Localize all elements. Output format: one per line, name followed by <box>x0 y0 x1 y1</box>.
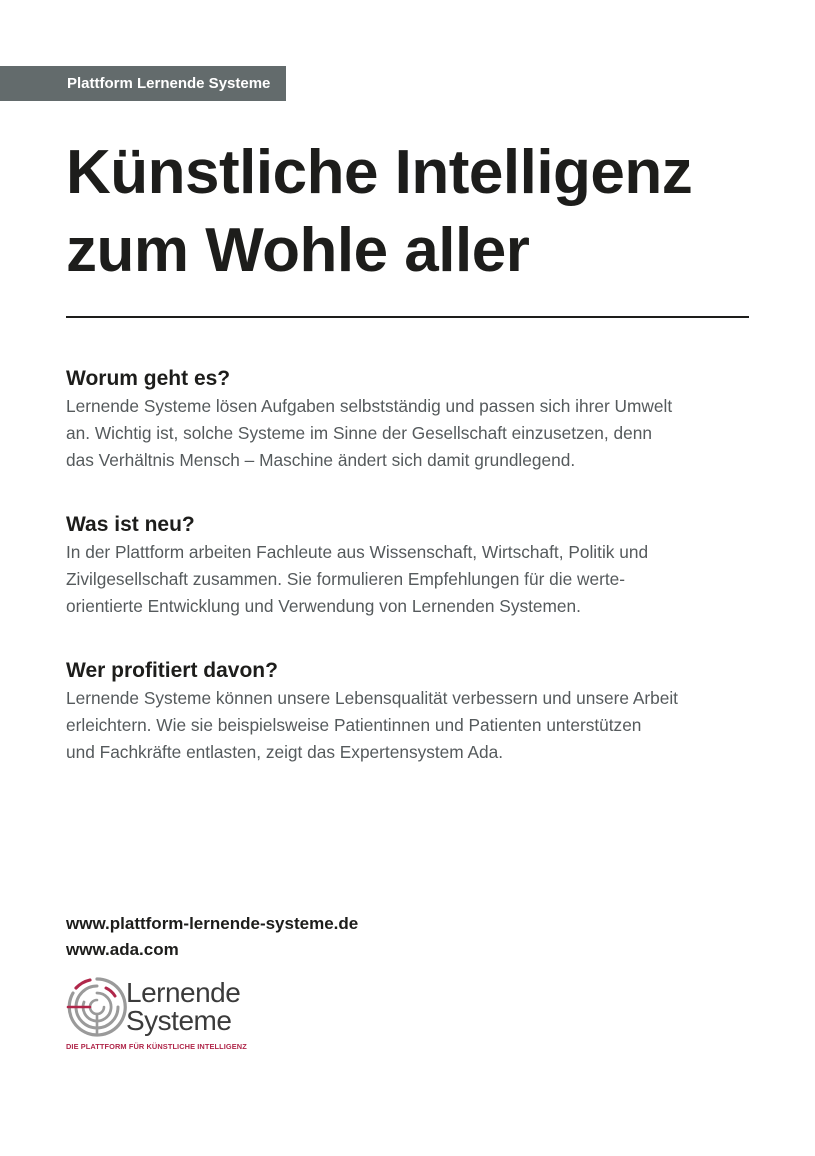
body-line: Lernende Systeme können unsere Lebensqualität verbessern und unsere Arbeit <box>66 688 678 708</box>
section-was-ist-neu <box>66 511 756 620</box>
page-title <box>66 134 692 290</box>
section-body <box>66 393 756 474</box>
logo-tagline: DIE PLATTFORM FÜR KÜNSTLICHE INTELLIGENZ <box>66 1042 247 1051</box>
maze-circle-icon <box>66 976 128 1038</box>
section-worum-geht-es <box>66 365 756 474</box>
body-line: das Verhältnis Mensch – Maschine ändert sich damit grundlegend. <box>66 450 576 470</box>
body-line: und Fachkräfte entlasten, zeigt das Expertensystem Ada. <box>66 742 504 762</box>
body-line: Lernende Systeme lösen Aufgaben selbstständig und passen sich ihrer Umwelt <box>66 396 673 416</box>
body-line: an. Wichtig ist, solche Systeme im Sinne der Gesellschaft einzusetzen, denn <box>66 423 652 443</box>
body-line: erleichtern. Wie sie beispielsweise Patientinnen und Patienten unterstützen <box>66 715 642 735</box>
logo-word-lernende: Lernende <box>126 977 241 1008</box>
section-body <box>66 539 756 620</box>
section-heading: Was ist neu? <box>66 513 195 536</box>
body-line: In der Plattform arbeiten Fachleute aus Wissenschaft, Wirtschaft, Politik und <box>66 542 649 562</box>
divider <box>66 316 749 318</box>
body-line: orientierte Entwicklung und Verwendung von Lernenden Systemen. <box>66 596 581 616</box>
link-ada-website[interactable]: www.ada.com <box>66 940 179 959</box>
title-line-2: zum Wohle aller <box>66 216 530 285</box>
lernende-systeme-logo <box>66 976 266 1056</box>
title-line-1: Künstliche Intelligenz <box>66 138 693 207</box>
platform-tag: Plattform Lernende Systeme <box>0 66 286 101</box>
section-wer-profitiert <box>66 657 756 766</box>
logo-word-systeme: Systeme <box>126 1005 232 1036</box>
link-plattform-website[interactable]: www.plattform-lernende-systeme.de <box>66 914 359 933</box>
body-line: Zivilgesellschaft zusammen. Sie formulieren Empfehlungen für die werte- <box>66 569 626 589</box>
section-body <box>66 685 756 766</box>
section-heading: Worum geht es? <box>66 367 231 390</box>
footer-links <box>66 911 358 963</box>
section-heading: Wer profitiert davon? <box>66 659 278 682</box>
